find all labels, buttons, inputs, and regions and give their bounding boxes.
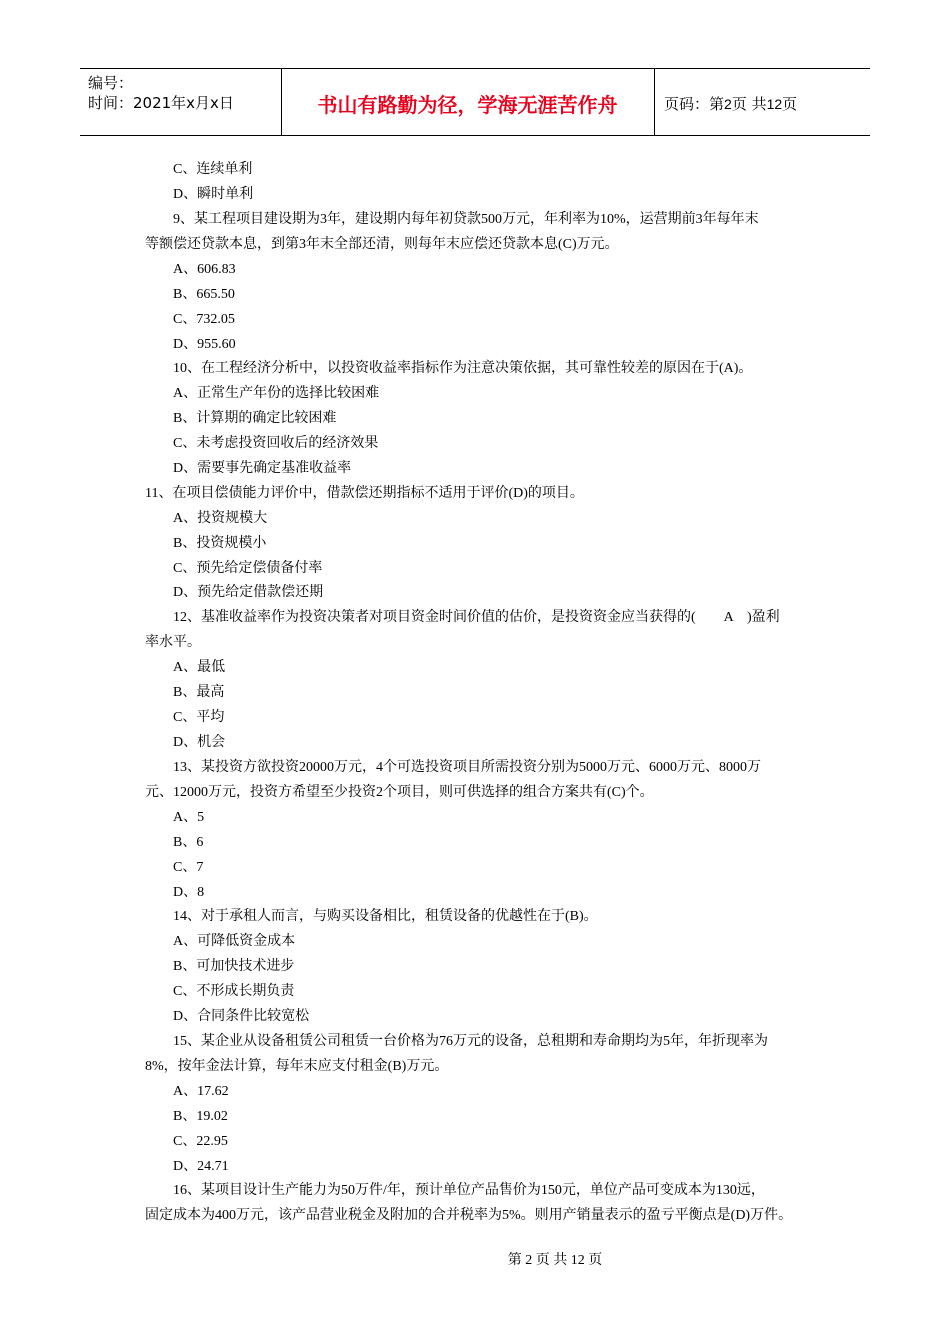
time-label: 时间：2021年x月x日: [88, 94, 234, 112]
text-line: C、未考虑投资回收后的经济效果: [173, 436, 379, 451]
text-line: A、正常生产年份的选择比较困难: [173, 386, 380, 401]
text-line: C、22.95: [173, 1134, 228, 1149]
header-meta-cell: [80, 69, 282, 135]
text-line: B、6: [173, 835, 204, 850]
text-line: A、投资规模大: [173, 511, 268, 526]
text-line: D、机会: [173, 735, 226, 750]
text-line: B、投资规模小: [173, 536, 267, 551]
page-number-info: [664, 93, 797, 114]
page-prefix: 页码：第: [664, 95, 725, 113]
text-line: A、606.83: [173, 262, 236, 277]
text-line: 15、某企业从设备租赁公司租赁一台价格为76万元的设备，总租期和寿命期均为5年，年折现率为: [173, 1034, 768, 1049]
text-line: 9、某工程项目建设期为3年，建设期内每年初贷款500万元，年利率为10%，运营期前3年每年末: [173, 212, 759, 227]
text-line: 8%，按年金法计算，每年末应支付租金(B)万元。: [145, 1059, 449, 1074]
page-mid: 页 共: [731, 95, 767, 113]
header-motto-cell: [281, 69, 655, 135]
header-page-cell: [655, 69, 870, 135]
text-line: 等额偿还贷款本息，到第3年末全部还清，则每年末应偿还贷款本息(C)万元。: [145, 237, 619, 252]
text-line: C、732.05: [173, 312, 235, 327]
text-line: D、24.71: [173, 1159, 229, 1174]
text-line: D、预先给定借款偿还期: [173, 585, 324, 600]
text-line: A、17.62: [173, 1084, 229, 1099]
text-line: C、7: [173, 860, 204, 875]
page-suffix: 页: [782, 95, 798, 113]
number-label: 编号：: [88, 74, 134, 92]
text-line: 率水平。: [145, 635, 201, 650]
text-line: C、平均: [173, 710, 225, 725]
text-line: C、不形成长期负责: [173, 984, 295, 999]
motto-text: 书山有路勤为径，学海无涯苦作舟: [317, 93, 618, 117]
page-current: 2: [724, 96, 732, 112]
text-line: B、最高: [173, 685, 225, 700]
text-line: B、665.50: [173, 287, 235, 302]
text-line: C、连续单利: [173, 162, 253, 177]
text-line: C、预先给定偿债备付率: [173, 561, 323, 576]
text-line: 元、12000万元，投资方希望至少投资2个项目，则可供选择的组合方案共有(C)个。: [145, 785, 654, 800]
text-line: D、955.60: [173, 337, 236, 352]
text-line: A、5: [173, 810, 205, 825]
text-line: A、可降低资金成本: [173, 934, 296, 949]
page-footer: [0, 1249, 950, 1269]
text-line: B、计算期的确定比较困难: [173, 411, 337, 426]
page-header: [80, 68, 870, 136]
text-line: B、可加快技术进步: [173, 959, 295, 974]
page-total: 12: [766, 96, 783, 112]
text-line: D、合同条件比较宽松: [173, 1009, 310, 1024]
text-line: D、8: [173, 885, 205, 900]
text-line: 12、基准收益率作为投资决策者对项目资金时间价值的估价，是投资资金应当获得的( A )盈利: [173, 610, 780, 625]
text-line: 10、在工程经济分析中，以投资收益率指标作为注意决策依据，其可靠性较差的原因在于(A)。: [173, 361, 753, 376]
text-line: D、需要事先确定基准收益率: [173, 461, 352, 476]
text-line: 13、某投资方欲投资20000万元，4个可选投资项目所需投资分别为5000万元、6000万元、8000万: [173, 760, 761, 775]
text-line: 14、对于承租人而言，与购买设备相比，租赁设备的优越性在于(B)。: [173, 909, 598, 924]
footer-page-number: 第 2 页 共 12 页: [507, 1253, 603, 1268]
text-line: 11、在项目偿债能力评价中，借款偿还期指标不适用于评价(D)的项目。: [145, 486, 584, 501]
text-line: 16、某项目设计生产能力为50万件/年，预计单位产品售价为150元，单位产品可变成本为130远，: [173, 1183, 765, 1198]
text-line: A、最低: [173, 660, 226, 675]
text-line: B、19.02: [173, 1109, 228, 1124]
text-line: D、瞬时单利: [173, 187, 254, 202]
text-line: 固定成本为400万元，该产品营业税金及附加的合并税率为5%。则用产销量表示的盈亏平衡点是(D)万件。: [145, 1208, 793, 1223]
